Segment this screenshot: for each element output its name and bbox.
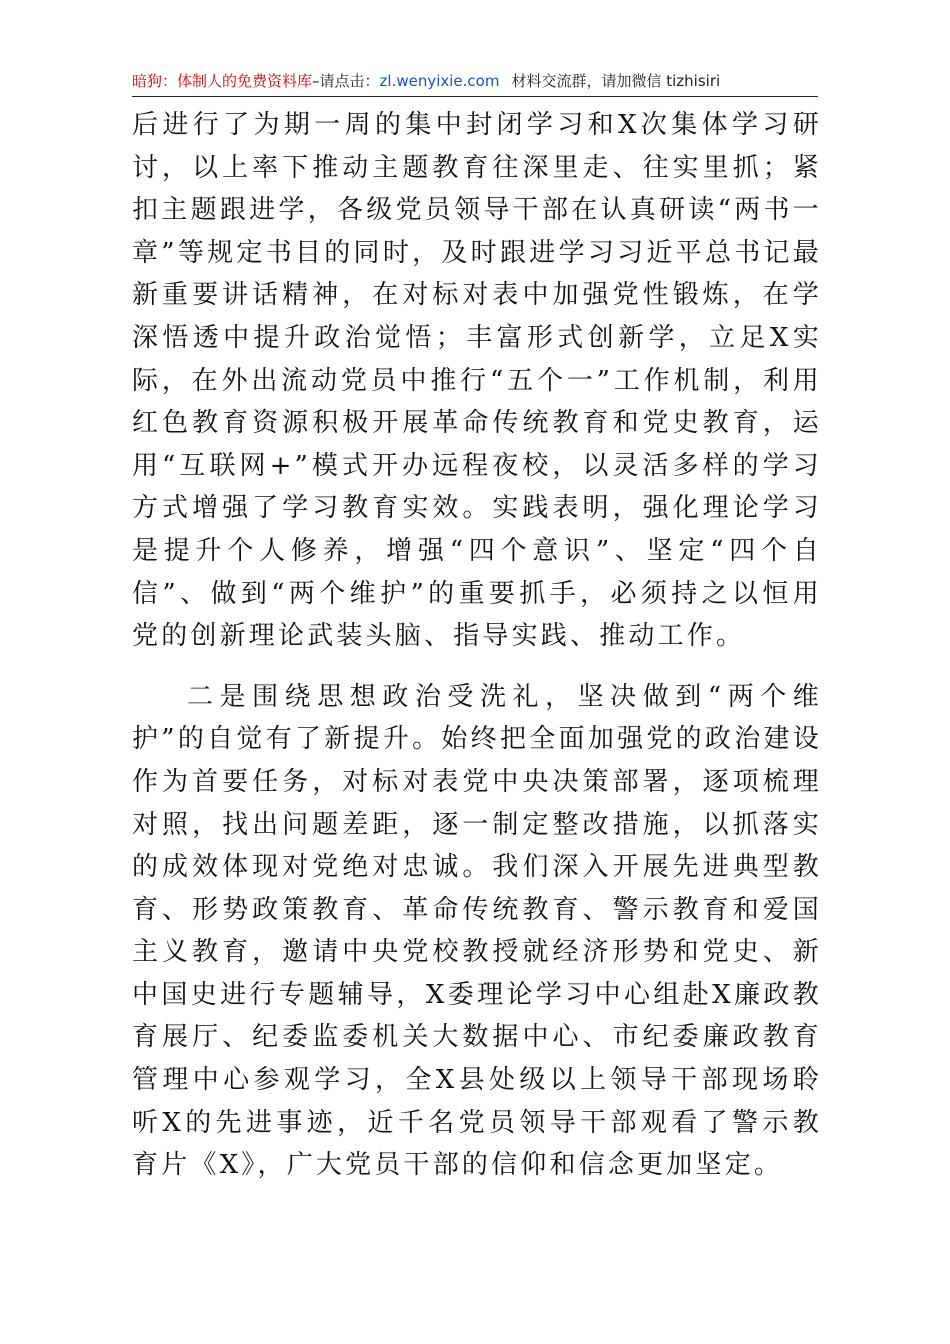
header-group-note: 材料交流群，请加微信 tizhisiri [511, 72, 721, 90]
page-header [132, 66, 818, 97]
document-body [132, 104, 822, 1187]
paragraph-section-two: 二是围绕思想政治受洗礼，坚决做到“两个维护”的自觉有了新提升。始终把全面加强党的政治建设作为首要任务，对标对表党中央决策部署，逐项梳理对照，找出问题差距，逐一制定整改措施，以抓落实的成效体现对党绝对忠诚。我们深入开展先进典型教育、形势政策教育、革命传统教育、警示教育和爱国主义教育，邀请中央党校教授就经济形势和党史、新中国史进行专题辅导，X委理论学习中心组赴X廉政教育展厅、纪委监委机关大数据中心、市纪委廉政教育管理中心参观学习，全X县处级以上领导干部现场聆听X的先进事迹，近千名党员领导干部观看了警示教育片《X》，广大党员干部的信仰和信念更加坚定。 [132, 681, 822, 1181]
header-click-prompt: –请点击： [312, 72, 380, 90]
header-url-link[interactable]: zl.wenyixie.com [379, 72, 500, 90]
header-site-label: 暗狗：体制人的免费资料库 [132, 72, 313, 90]
paragraph-continued: 后进行了为期一周的集中封闭学习和X次集体学习研讨，以上率下推动主题教育往深里走、往实里抓；紧扣主题跟进学，各级党员领导干部在认真研读“两书一章”等规定书目的同时，及时跟进学习习近平总书记最新重要讲话精神，在对标对表中加强党性锻炼，在学深悟透中提升政治觉悟；丰富形式创新学，立足X实际，在外出流动党员中推行“五个一”工作机制，利用红色教育资源积极开展革命传统教育和党史教育，运用“互联网+”模式开办远程夜校，以灵活多样的学习方式增强了学习教育实效。实践表明，强化理论学习是提升个人修养，增强“四个意识”、坚定“四个自信”、做到“两个维护”的重要抓手，必须持之以恒用党的创新理论武装头脑、指导实践、推动工作。 [132, 110, 822, 652]
